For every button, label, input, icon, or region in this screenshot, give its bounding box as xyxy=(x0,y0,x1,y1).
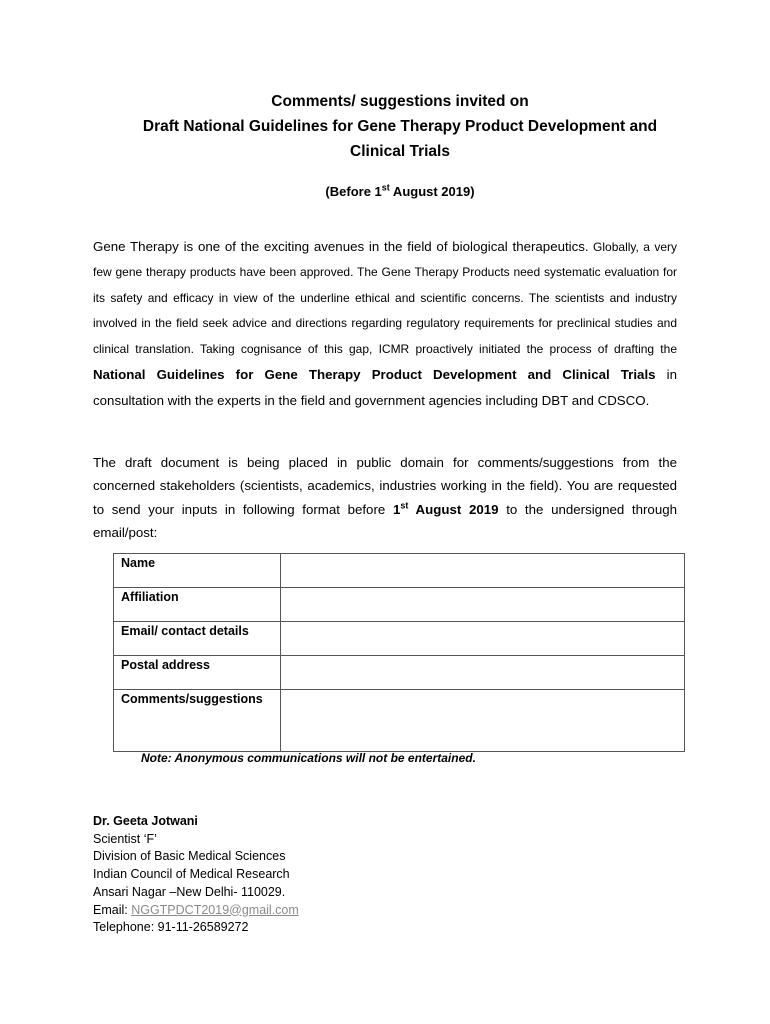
email-label: Email: xyxy=(93,902,132,917)
anonymous-note: Note: Anonymous communications will not be entertained. xyxy=(141,751,476,765)
contact-email-line xyxy=(93,902,299,920)
table-row xyxy=(114,554,685,588)
row-label-comments: Comments/suggestions xyxy=(114,690,281,752)
row-value-name xyxy=(281,554,685,588)
title-line-1: Comments/ suggestions invited on xyxy=(271,93,529,110)
invitation-deadline-suffix: August 2019 xyxy=(408,501,499,517)
contact-address: Ansari Nagar –New Delhi- 110029. xyxy=(93,884,286,899)
invitation-deadline-prefix: 1 xyxy=(392,501,401,517)
row-label-affiliation: Affiliation xyxy=(114,588,281,622)
title-line-2: Draft National Guidelines for Gene Therapy Product Development and xyxy=(142,118,658,135)
intro-part-1: Gene Therapy is one of the exciting avenues in the field of biological therapeutics. xyxy=(93,239,589,254)
row-value-affiliation xyxy=(281,588,685,622)
intro-paragraph xyxy=(93,234,677,415)
invitation-paragraph xyxy=(93,451,677,544)
table-row xyxy=(114,622,685,656)
contact-telephone: Telephone: 91-11-26589272 xyxy=(93,920,249,935)
invitation-part-2: to the undersigned through email/post: xyxy=(93,501,677,540)
row-value-email-contact xyxy=(281,622,685,656)
input-format-table xyxy=(113,553,685,752)
contact-division: Division of Basic Medical Sciences xyxy=(93,849,286,864)
row-label-name: Name xyxy=(114,554,281,588)
table-row xyxy=(114,656,685,690)
contact-name: Dr. Geeta Jotwani xyxy=(93,814,198,828)
invitation-deadline-sup: st xyxy=(400,500,409,511)
guidelines-name: National Guidelines for Gene Therapy Product Development and Clinical Trials xyxy=(93,367,656,383)
invitation-deadline xyxy=(393,502,499,517)
intro-part-3: in consultation with the experts in the field and government agencies including DBT and CDSCO. xyxy=(93,367,677,409)
intro-part-2: Globally, a very few gene therapy products have been approved. The Gene Therapy Products need systematic evaluation for its safety and efficacy in view of the underline ethical and scientific concerns. The scientists and industry involved in the field seek advice and directions regarding regulatory requirements for preclinical studies and clinical translation. Taking cognisance of this gap, ICMR proactively initiated the process of drafting the xyxy=(93,240,677,356)
document-title xyxy=(60,89,740,164)
table-row xyxy=(114,690,685,752)
contact-designation: Scientist ‘F’ xyxy=(93,831,157,846)
table-row xyxy=(114,588,685,622)
row-value-comments xyxy=(281,690,685,752)
contact-block xyxy=(93,813,299,937)
deadline-prefix: (Before 1 xyxy=(325,184,382,199)
email-link[interactable]: NGGTPDCT2019@gmail.com xyxy=(131,902,299,917)
deadline-note xyxy=(60,184,740,199)
invitation-part-1: The draft document is being placed in public domain for comments/suggestions from the concerned stakeholders (scientists, academics, industries working in the field). You are requested to send your inputs in following format before xyxy=(93,455,677,517)
deadline-suffix: August 2019) xyxy=(389,184,475,199)
row-value-postal-address xyxy=(281,656,685,690)
contact-organization: Indian Council of Medical Research xyxy=(93,867,290,882)
deadline-sup: st xyxy=(381,182,390,193)
row-label-postal-address: Postal address xyxy=(114,656,281,690)
row-label-email-contact: Email/ contact details xyxy=(114,622,281,656)
title-line-3: Clinical Trials xyxy=(350,143,450,160)
